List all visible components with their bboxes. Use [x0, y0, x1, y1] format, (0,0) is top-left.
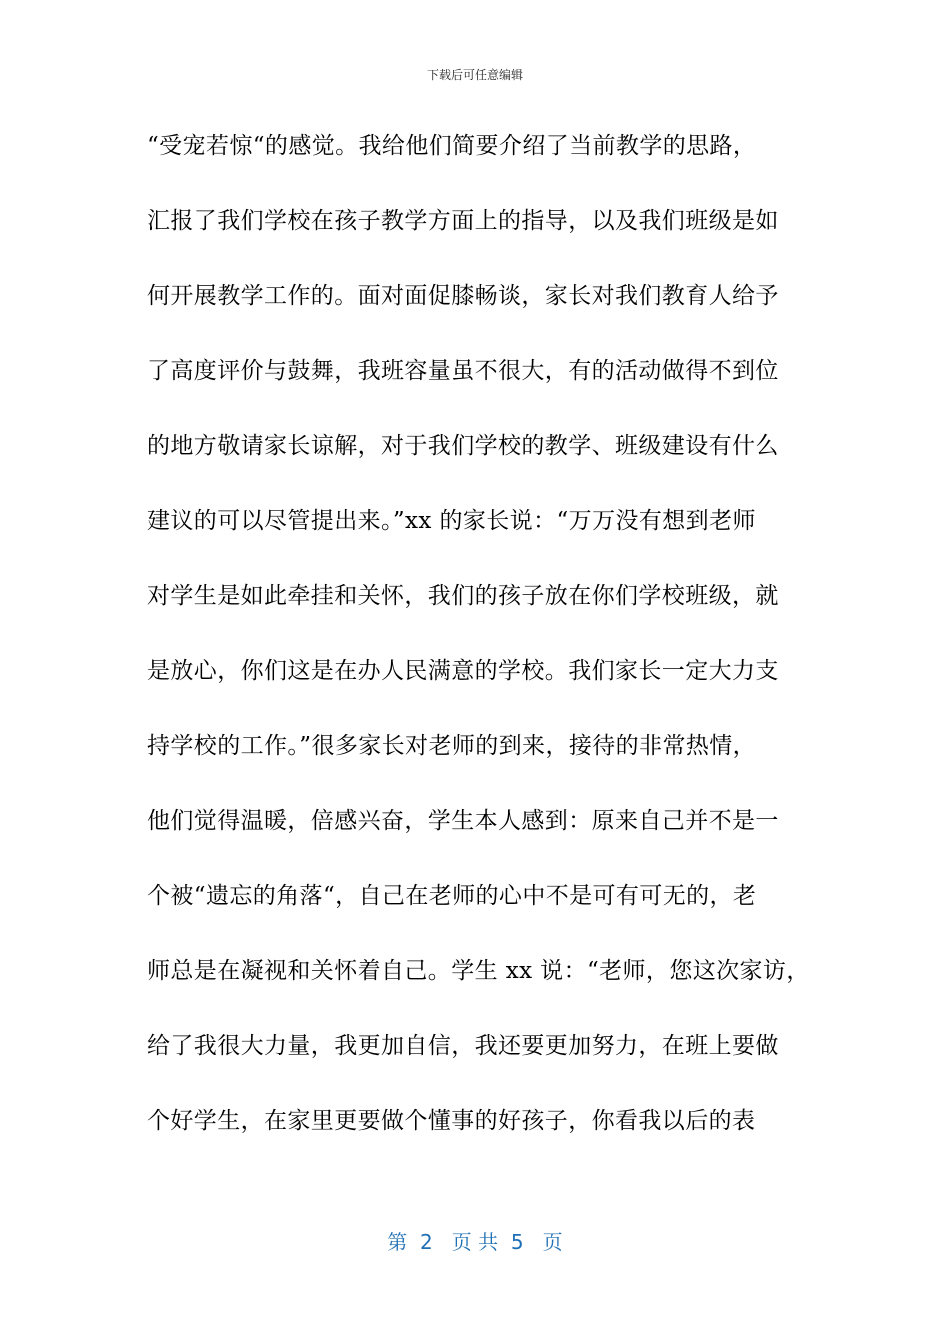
text-line: 他们觉得温暖，倍感兴奋，学生本人感到：原来自己并不是一: [147, 808, 779, 834]
text-line: 持学校的工作。”很多家长对老师的到来，接待的非常热情，: [147, 733, 757, 759]
text-line: 是放心，你们这是在办人民满意的学校。我们家长一定大力支: [147, 658, 779, 684]
text-line: 个被“遗忘的角落“，自己在老师的心中不是可有可无的，老: [147, 883, 757, 909]
text-line: “受宠若惊“的感觉。我给他们简要介绍了当前教学的思路，: [147, 133, 757, 159]
text-line: 何开展教学工作的。面对面促膝畅谈，家长对我们教育人给予: [147, 283, 779, 309]
page-header: 下载后可任意编辑: [426, 68, 523, 82]
text-line: 给了我很大力量，我更加自信，我还要更加努力，在班上要做: [147, 1033, 779, 1059]
text-line: 对学生是如此牵挂和关怀，我们的孩子放在你们学校班级，就: [147, 583, 779, 609]
text-line: 的地方敬请家长谅解，对于我们学校的教学、班级建设有什么: [147, 433, 779, 459]
document-body: [147, 128, 827, 1178]
text-line: 个好学生，在家里更要做个懂事的好孩子，你看我以后的表: [147, 1108, 756, 1134]
text-line: 师总是在凝视和关怀着自己。学生 xx 说：“老师，您这次家访，: [147, 958, 810, 984]
page-number-footer: 第 2 页 共 5 页: [387, 1230, 563, 1254]
text-line: 了高度评价与鼓舞，我班容量虽不很大，有的活动做得不到位: [147, 358, 779, 384]
text-line: 建议的可以尽管提出来。”xx 的家长说：“万万没有想到老师: [147, 508, 756, 534]
text-line: 汇报了我们学校在孩子教学方面上的指导，以及我们班级是如: [147, 208, 779, 234]
